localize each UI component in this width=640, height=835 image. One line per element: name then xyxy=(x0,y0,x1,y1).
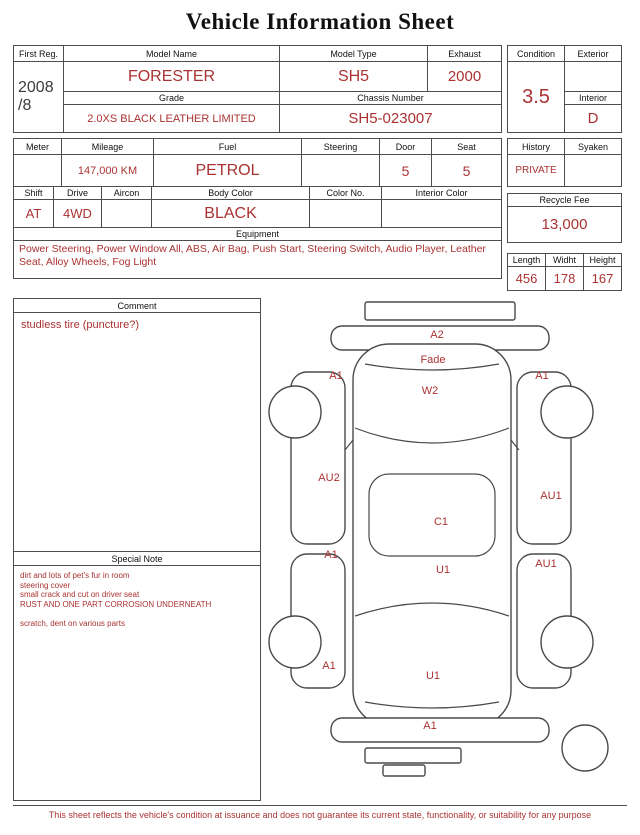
special-note-line: dirt and lots of pet's fur in room xyxy=(20,571,130,580)
history-label: History xyxy=(508,139,565,155)
damage-mark: A2 xyxy=(430,329,444,341)
comment-text: studless tire (puncture?) xyxy=(21,319,139,331)
model-type-value: SH5 xyxy=(280,62,428,92)
damage-mark: U1 xyxy=(425,670,441,682)
disclaimer-text: This sheet reflects the vehicle's condition at issuance and does not guarantee its current state, functionality, or suitability for any purpose xyxy=(13,805,627,820)
condition-table xyxy=(507,45,622,133)
car-wheel-rear-right xyxy=(541,616,593,668)
height-value: 167 xyxy=(584,267,622,291)
car-wheel-rear-left xyxy=(269,616,321,668)
color-no-label: Color No. xyxy=(310,187,382,200)
damage-mark: A1 xyxy=(329,370,343,382)
chassis-value: SH5-023007 xyxy=(280,105,502,133)
recycle-fee-label: Recycle Fee xyxy=(508,194,622,207)
bottom-section xyxy=(13,298,627,801)
dimensions-table xyxy=(507,253,622,291)
drive-value: 4WD xyxy=(54,200,102,228)
meter-label: Meter xyxy=(14,139,62,155)
aircon-label: Aircon xyxy=(102,187,152,200)
damage-mark: A1 xyxy=(322,660,336,672)
car-diagram-svg xyxy=(267,298,627,794)
steering-value xyxy=(302,155,380,187)
special-note-lines xyxy=(14,566,260,634)
door-label: Door xyxy=(380,139,432,155)
fuel-value: PETROL xyxy=(154,155,302,187)
history-table xyxy=(507,138,622,187)
special-note-line: scratch, dent on various parts xyxy=(20,618,125,628)
notes-column xyxy=(13,298,261,801)
first-reg-month: /8 xyxy=(18,97,32,114)
shift-value: AT xyxy=(14,200,54,228)
seat-label: Seat xyxy=(432,139,502,155)
main-info-column xyxy=(13,45,501,291)
aircon-value xyxy=(102,200,152,228)
interior-color-value xyxy=(382,200,502,228)
length-value: 456 xyxy=(508,267,546,291)
damage-mark: A1 xyxy=(324,549,338,561)
exhaust-label: Exhaust xyxy=(428,46,502,62)
chassis-label: Chassis Number xyxy=(280,92,502,105)
mileage-value: 147,000 KM xyxy=(62,155,154,187)
car-rear-plate xyxy=(383,765,425,776)
history-value: PRIVATE xyxy=(508,155,565,187)
vehicle-identity-table xyxy=(13,45,502,133)
first-reg-label: First Reg. xyxy=(14,46,64,62)
first-reg-year: 2008 xyxy=(18,79,54,97)
equipment-label: Equipment xyxy=(14,228,502,241)
car-spare-tire xyxy=(562,725,608,771)
page-title: Vehicle Information Sheet xyxy=(185,9,455,34)
interior-label: Interior xyxy=(565,92,622,105)
width-label: Widht xyxy=(546,254,584,267)
recycle-fee-value: 13,000 xyxy=(508,207,622,243)
body-color-label: Body Color xyxy=(152,187,310,200)
special-note-box xyxy=(13,551,261,801)
drive-label: Drive xyxy=(54,187,102,200)
interior-value: D xyxy=(565,105,622,133)
comment-box xyxy=(13,298,261,552)
length-label: Length xyxy=(508,254,546,267)
exterior-value xyxy=(565,62,622,92)
top-section xyxy=(13,45,627,291)
special-note-line: small crack and cut on driver seat xyxy=(20,590,140,600)
equipment-table xyxy=(13,227,502,279)
damage-mark: C1 xyxy=(433,516,449,528)
model-name-label: Model Name xyxy=(64,46,280,62)
door-value: 5 xyxy=(380,155,432,187)
grade-value: 2.0XS BLACK LEATHER LIMITED xyxy=(64,105,280,133)
damage-mark: Fade xyxy=(420,354,446,366)
meter-value xyxy=(14,155,62,187)
fuel-label: Fuel xyxy=(154,139,302,155)
damage-mark: U1 xyxy=(435,564,451,576)
mileage-fuel-table xyxy=(13,138,502,187)
damage-diagram xyxy=(267,298,627,794)
body-color-value: BLACK xyxy=(152,200,310,228)
damage-mark: AU1 xyxy=(535,558,557,570)
syaken-label: Syaken xyxy=(565,139,622,155)
car-roof-strip xyxy=(365,302,515,320)
seat-value: 5 xyxy=(432,155,502,187)
equipment-value: Power Steering, Power Window All, ABS, Air Bag, Push Start, Steering Switch, Audio Player, Leather Seat, Alloy Wheels, Fog Light xyxy=(14,241,502,279)
condition-value: 3.5 xyxy=(508,62,565,133)
syaken-value xyxy=(565,155,622,187)
color-no-value xyxy=(310,200,382,228)
steering-label: Steering xyxy=(302,139,380,155)
drivetrain-color-table xyxy=(13,186,502,228)
car-rear-garnish xyxy=(365,748,461,763)
car-rear-bumper xyxy=(331,718,549,742)
rating-column xyxy=(507,45,621,291)
mileage-label: Mileage xyxy=(62,139,154,155)
damage-mark: AU1 xyxy=(540,490,562,502)
damage-mark: W2 xyxy=(421,385,439,397)
damage-mark: AU2 xyxy=(318,472,340,484)
model-type-label: Model Type xyxy=(280,46,428,62)
grade-label: Grade xyxy=(64,92,280,105)
condition-label: Condition xyxy=(508,46,565,62)
model-name-value: FORESTER xyxy=(64,62,280,92)
shift-label: Shift xyxy=(14,187,54,200)
first-reg-value xyxy=(14,62,64,133)
car-body xyxy=(353,344,511,726)
damage-mark: A1 xyxy=(535,370,549,382)
width-value: 178 xyxy=(546,267,584,291)
car-wheel-front-right xyxy=(541,386,593,438)
height-label: Height xyxy=(584,254,622,267)
special-note-line xyxy=(20,609,254,619)
comment-title: Comment xyxy=(14,299,260,313)
special-note-line: steering cover xyxy=(20,580,71,590)
special-note-title: Special Note xyxy=(14,552,260,566)
recycle-fee-table xyxy=(507,193,622,243)
interior-color-label: Interior Color xyxy=(382,187,502,200)
exhaust-value: 2000 xyxy=(428,62,502,92)
special-note-line: RUST AND ONE PART CORROSION UNDERNEATH xyxy=(20,599,212,609)
car-left-mirror xyxy=(345,440,353,450)
exterior-label: Exterior xyxy=(565,46,622,62)
car-wheel-front-left xyxy=(269,386,321,438)
damage-mark: A1 xyxy=(423,720,437,732)
